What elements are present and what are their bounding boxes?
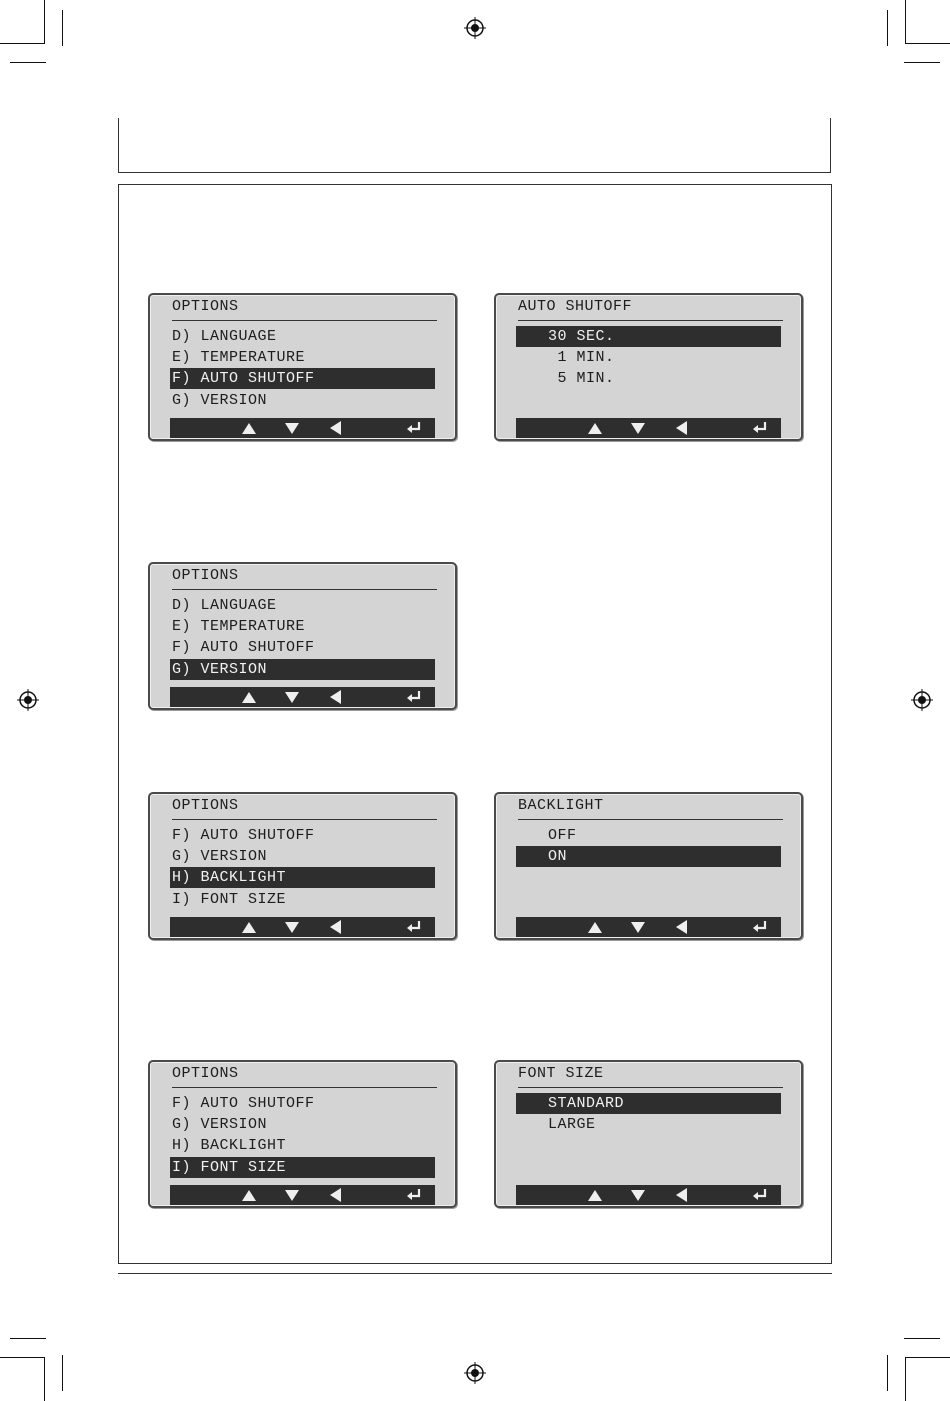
title-divider: [172, 320, 437, 321]
option-item[interactable]: [516, 368, 781, 389]
menu-item-label: D) LANGUAGE: [172, 597, 277, 614]
footer-divider: [118, 1273, 832, 1274]
menu-item[interactable]: [170, 1135, 435, 1156]
menu-item-label: F) AUTO SHUTOFF: [172, 827, 315, 844]
crop-mark: [62, 1355, 63, 1391]
registration-mark-icon: [464, 1362, 486, 1384]
navigation-bar: [516, 418, 781, 438]
screen-title: FONT SIZE: [518, 1065, 604, 1082]
down-arrow-icon[interactable]: [282, 1185, 302, 1205]
lcd-screen-options: [148, 562, 457, 710]
menu-item[interactable]: [170, 368, 435, 389]
navigation-bar: [170, 687, 435, 707]
crop-mark: [62, 10, 63, 46]
screen-title: OPTIONS: [172, 298, 239, 315]
page-header-frame: [118, 118, 831, 173]
lcd-screen-options: [148, 293, 457, 441]
up-arrow-icon[interactable]: [585, 1185, 605, 1205]
menu-item[interactable]: [170, 637, 435, 658]
title-divider: [172, 589, 437, 590]
lcd-screen-options: [148, 792, 457, 940]
menu-item-label: H) BACKLIGHT: [172, 869, 287, 886]
menu-item-label: E) TEMPERATURE: [172, 349, 306, 366]
registration-mark-icon: [464, 17, 486, 39]
title-divider: [172, 819, 437, 820]
menu-item[interactable]: [170, 659, 435, 680]
enter-icon[interactable]: [404, 687, 424, 707]
up-arrow-icon[interactable]: [239, 418, 259, 438]
crop-mark: [10, 1338, 46, 1339]
screen-title: AUTO SHUTOFF: [518, 298, 633, 315]
back-arrow-icon[interactable]: [325, 418, 345, 438]
screen-title: OPTIONS: [172, 797, 239, 814]
option-item[interactable]: [516, 326, 781, 347]
crop-mark: [905, 0, 906, 44]
menu-item-label: G) VERSION: [172, 1116, 268, 1133]
menu-item-label: F) AUTO SHUTOFF: [172, 1095, 315, 1112]
down-arrow-icon[interactable]: [282, 687, 302, 707]
screen-title: BACKLIGHT: [518, 797, 604, 814]
menu-item[interactable]: [170, 347, 435, 368]
title-divider: [518, 1087, 783, 1088]
registration-mark-icon: [911, 689, 933, 711]
option-item[interactable]: [516, 825, 781, 846]
menu-item-label: F) AUTO SHUTOFF: [172, 639, 315, 656]
down-arrow-icon[interactable]: [628, 1185, 648, 1205]
menu-item-label: G) VERSION: [172, 661, 268, 678]
down-arrow-icon[interactable]: [282, 418, 302, 438]
enter-icon[interactable]: [750, 917, 770, 937]
menu-item-label: LARGE: [548, 1116, 596, 1133]
navigation-bar: [516, 1185, 781, 1205]
title-divider: [518, 320, 783, 321]
option-item[interactable]: [516, 347, 781, 368]
back-arrow-icon[interactable]: [325, 917, 345, 937]
lcd-screen-backlight: [494, 792, 803, 940]
crop-mark: [44, 1357, 45, 1401]
menu-item[interactable]: [170, 595, 435, 616]
enter-icon[interactable]: [750, 1185, 770, 1205]
menu-item[interactable]: [170, 1157, 435, 1178]
title-divider: [172, 1087, 437, 1088]
screen-title: OPTIONS: [172, 1065, 239, 1082]
up-arrow-icon[interactable]: [239, 917, 259, 937]
menu-item[interactable]: [170, 1093, 435, 1114]
crop-mark: [887, 10, 888, 46]
down-arrow-icon[interactable]: [628, 418, 648, 438]
menu-item[interactable]: [170, 867, 435, 888]
up-arrow-icon[interactable]: [585, 917, 605, 937]
back-arrow-icon[interactable]: [671, 1185, 691, 1205]
menu-item-label: STANDARD: [548, 1095, 625, 1112]
menu-item[interactable]: [170, 390, 435, 411]
menu-item[interactable]: [170, 889, 435, 910]
crop-mark: [44, 0, 45, 44]
crop-mark: [887, 1355, 888, 1391]
lcd-screen-options: [148, 1060, 457, 1208]
crop-mark: [0, 43, 44, 44]
back-arrow-icon[interactable]: [325, 687, 345, 707]
navigation-bar: [170, 418, 435, 438]
enter-icon[interactable]: [404, 1185, 424, 1205]
menu-item[interactable]: [170, 825, 435, 846]
lcd-screen-auto-shutoff: [494, 293, 803, 441]
navigation-bar: [516, 917, 781, 937]
menu-item-label: G) VERSION: [172, 848, 268, 865]
menu-item[interactable]: [170, 326, 435, 347]
registration-mark-icon: [17, 689, 39, 711]
up-arrow-icon[interactable]: [239, 1185, 259, 1205]
back-arrow-icon[interactable]: [671, 917, 691, 937]
title-divider: [518, 819, 783, 820]
screen-title: OPTIONS: [172, 567, 239, 584]
enter-icon[interactable]: [404, 917, 424, 937]
menu-item-label: 5 MIN.: [548, 370, 615, 387]
menu-item-label: E) TEMPERATURE: [172, 618, 306, 635]
navigation-bar: [170, 1185, 435, 1205]
navigation-bar: [170, 917, 435, 937]
menu-item-label: D) LANGUAGE: [172, 328, 277, 345]
crop-mark: [905, 1357, 906, 1401]
option-item[interactable]: [516, 1114, 781, 1135]
back-arrow-icon[interactable]: [671, 418, 691, 438]
menu-item-label: I) FONT SIZE: [172, 891, 287, 908]
menu-item-label: 30 SEC.: [548, 328, 615, 345]
menu-item-label: 1 MIN.: [548, 349, 615, 366]
crop-mark: [906, 1357, 950, 1358]
down-arrow-icon[interactable]: [628, 917, 648, 937]
enter-icon[interactable]: [750, 418, 770, 438]
option-item[interactable]: [516, 846, 781, 867]
down-arrow-icon[interactable]: [282, 917, 302, 937]
crop-mark: [906, 43, 950, 44]
menu-item-label: ON: [548, 848, 568, 865]
menu-item[interactable]: [170, 846, 435, 867]
up-arrow-icon[interactable]: [585, 418, 605, 438]
crop-mark: [0, 1357, 44, 1358]
menu-item-label: I) FONT SIZE: [172, 1159, 287, 1176]
menu-item[interactable]: [170, 1114, 435, 1135]
up-arrow-icon[interactable]: [239, 687, 259, 707]
back-arrow-icon[interactable]: [325, 1185, 345, 1205]
crop-mark: [904, 1338, 940, 1339]
enter-icon[interactable]: [404, 418, 424, 438]
menu-item-label: F) AUTO SHUTOFF: [172, 370, 315, 387]
crop-mark: [904, 62, 940, 63]
crop-mark: [10, 62, 46, 63]
menu-item[interactable]: [170, 616, 435, 637]
menu-item-label: H) BACKLIGHT: [172, 1137, 287, 1154]
menu-item-label: OFF: [548, 827, 577, 844]
lcd-screen-font-size: [494, 1060, 803, 1208]
option-item[interactable]: [516, 1093, 781, 1114]
menu-item-label: G) VERSION: [172, 392, 268, 409]
